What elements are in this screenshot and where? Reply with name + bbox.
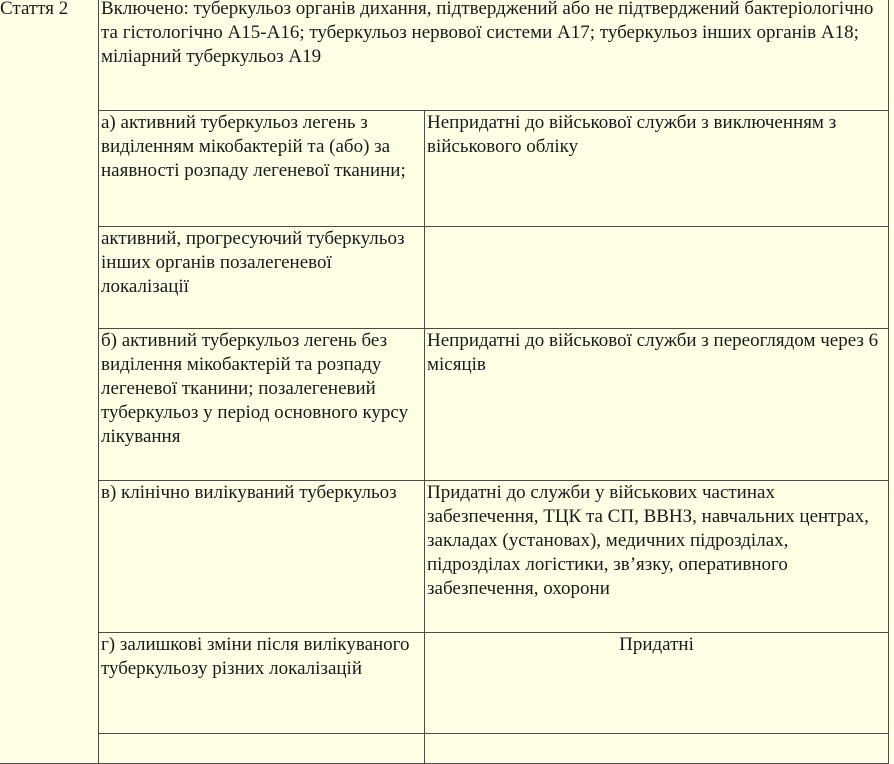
verdict-cell: Непридатні до військової служби з переоглядом через 6 місяців <box>425 329 889 481</box>
condition-cell: б) активний туберкульоз легень без виділення мікобактерій та розпаду легеневої тканини; позалегеневий туберкульоз у період основного курсу лікування <box>99 329 425 481</box>
table-row <box>0 0 889 111</box>
table-row <box>0 481 889 633</box>
condition-cell: активний, прогресуючий туберкульоз інших органів позалегеневої локалізації <box>99 227 425 329</box>
table-row <box>0 227 889 329</box>
article-included-cell: Включено: туберкульоз органів дихання, підтверджений або не підтверджений бактеріологічно та гістологічно А15-А16; туберкульоз нервової системи А17; туберкульоз інших органів А18; міліарний туберкульоз А19 <box>99 0 889 111</box>
article-number-cell: Стаття 2 <box>0 0 99 764</box>
empty-cell <box>99 734 425 764</box>
condition-cell: а) активний туберкульоз легень з виділенням мікобактерій та (або) за наявності розпаду легеневої тканини; <box>99 111 425 227</box>
verdict-cell: Придатні <box>425 633 889 734</box>
condition-cell: в) клінічно вилікуваний туберкульоз <box>99 481 425 633</box>
table-row <box>0 111 889 227</box>
verdict-cell <box>425 227 889 329</box>
table-row <box>0 329 889 481</box>
condition-cell: г) залишкові зміни після вилікуваного туберкульозу різних локалізацій <box>99 633 425 734</box>
verdict-cell: Непридатні до військової служби з виключенням з військового обліку <box>425 111 889 227</box>
verdict-cell: Придатні до служби у військових частинах забезпечення, ТЦК та СП, ВВНЗ, навчальних центрах, закладах (установах), медичних підрозділах, підрозділах логістики, зв’язку, оперативного забезпечення, охорони <box>425 481 889 633</box>
table-row <box>0 734 889 764</box>
table-row <box>0 633 889 734</box>
empty-cell <box>425 734 889 764</box>
